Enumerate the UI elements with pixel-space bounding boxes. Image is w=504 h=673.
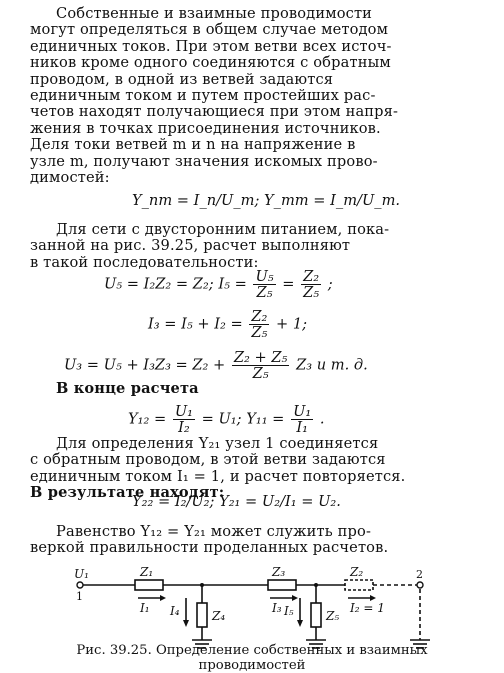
text-line: Собственные и взаимные проводимости	[56, 5, 373, 22]
text-line: димостей:	[30, 169, 110, 187]
text-line: Для определения Y₂₁ узел 1 соединяется	[56, 435, 379, 452]
label-i1: I₁	[140, 601, 150, 615]
text-line: веркой правильности проделанных расчетов.	[30, 539, 389, 557]
text-line: Для сети с двусторонним питанием, пока-	[56, 221, 390, 238]
arrow-icon	[183, 620, 189, 627]
node-2	[417, 582, 423, 588]
impedance-z3	[268, 580, 296, 590]
label-z1: Z₁	[140, 565, 154, 579]
text-line: в такой последовательности:	[30, 253, 259, 271]
text-line: единичных токов. При этом ветви всех источ-	[30, 37, 392, 55]
impedance-z4	[197, 603, 207, 627]
text-line: проводом, в одной из ветвей задаются	[30, 70, 334, 88]
label-i3: I₃	[272, 601, 282, 615]
node-1	[77, 582, 83, 588]
formula-y22-y21: Y₂₂ = I₂/U₂; Y₂₁ = U₂/I₁ = U₂.	[132, 493, 341, 510]
arrow-icon	[160, 595, 166, 601]
formula-y12-y11: Y₁₂ = $\frac{\text{U₁}}{\text{I₂}}$ = U₁; Y₁₁ = $\frac{\text{U₁}}{\text{I₁}}$ .	[128, 403, 325, 436]
text-line: с обратным проводом, в этой ветви задаются	[30, 451, 386, 469]
impedance-z1	[135, 580, 163, 590]
text-line: единичным током и путем простейших рас-	[30, 87, 376, 105]
text-line: Равенство Y₁₂ = Y₂₁ может служить про-	[56, 523, 372, 540]
text-line: В результате находят:	[30, 484, 225, 502]
formula-i3: I₃ = I₅ + I₂ = $\frac{\text{Z₂}}{\text{Z₅}}$ + 1;	[148, 308, 308, 341]
figure-caption	[30, 643, 474, 673]
text-line: могут определяться в общем случае методом	[30, 21, 389, 39]
text-line: четов находят получающиеся при этом напря-	[30, 103, 399, 121]
text-line: жения в точках присоединения источников.	[30, 119, 381, 137]
text-line: ников кроме одного соединяются с обратным	[30, 54, 391, 72]
label-u1: U₁	[74, 567, 89, 581]
impedance-z2	[345, 580, 373, 590]
label-i5: I₅	[284, 604, 294, 618]
text-line: занной на рис. 39.25, расчет выполняют	[30, 237, 351, 255]
impedance-z5	[311, 603, 321, 627]
formula-admittance-definitions: Y_nm = I_n/U_m; Y_mm = I_m/U_m.	[132, 192, 401, 209]
label-z2: Z₂	[350, 565, 364, 579]
label-z5: Z₅	[326, 609, 340, 623]
arrow-icon	[297, 620, 303, 627]
label-node-1: 1	[76, 590, 83, 603]
caption-line: проводимостей	[198, 658, 306, 673]
text-line: единичным током I₁ = 1, и расчет повторяется.	[30, 467, 406, 485]
label-z3: Z₃	[272, 565, 286, 579]
text-line: узле m, получают значения искомых прово-	[30, 152, 378, 170]
arrow-icon	[292, 595, 298, 601]
formula-u5-i5: U₅ = I₂Z₂ = Z₂; I₅ = $\frac{\text{U₅}}{\text{Z₅}}$ = $\frac{\text{Z₂}}{\text{Z₅}}$ ;	[104, 268, 333, 301]
label-i4: I₄	[170, 604, 180, 618]
label-node-2: 2	[416, 568, 423, 581]
formula-u3: U₃ = U₅ + I₃Z₃ = Z₂ + $\frac{\text{Z₂ + Z₅}}{\text{Z₅}}$ Z₃ и т. д.	[64, 349, 368, 382]
text-line: В конце расчета	[56, 380, 199, 397]
label-i2: I₂ = 1	[350, 601, 385, 615]
label-z4: Z₄	[212, 609, 226, 623]
text-line: Деля токи ветвей m и n на напряжение в	[30, 136, 356, 154]
caption-line: Рис. 39.25. Определение собственных и взаимных	[76, 643, 428, 658]
